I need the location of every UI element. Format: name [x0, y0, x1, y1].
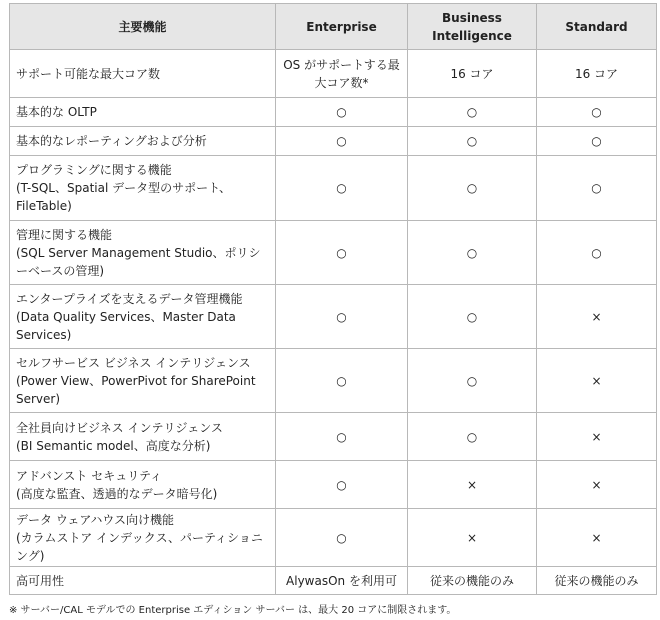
- header-enterprise: Enterprise: [276, 4, 408, 50]
- standard-cell: ○: [537, 127, 657, 156]
- feature-cell: [10, 349, 276, 413]
- feature-cell: [10, 285, 276, 349]
- feature-cell: [10, 98, 276, 127]
- table-header-row: [10, 4, 657, 50]
- feature-title: 全社員向けビジネス インテリジェンス: [16, 420, 223, 435]
- feature-detail: (Data Quality Services、Master Data Services): [16, 309, 236, 342]
- header-business-intelligence: Business Intelligence: [408, 4, 537, 50]
- feature-cell: [10, 156, 276, 221]
- bi-cell: ○: [408, 127, 537, 156]
- feature-title: エンタープライズを支えるデータ管理機能: [16, 291, 243, 306]
- feature-title: アドバンスト セキュリティ: [16, 468, 163, 483]
- bi-cell: ○: [408, 285, 537, 349]
- feature-title: 管理に関する機能: [16, 227, 113, 242]
- table-row: [10, 349, 657, 413]
- feature-cell: [10, 50, 276, 98]
- enterprise-cell: ○: [276, 509, 408, 567]
- standard-cell: ×: [537, 413, 657, 461]
- feature-title: 基本的な OLTP: [16, 105, 97, 119]
- bi-cell: ○: [408, 349, 537, 413]
- enterprise-cell: ○: [276, 127, 408, 156]
- feature-detail: (T-SQL、Spatial データ型のサポート、FileTable): [16, 181, 232, 213]
- enterprise-cell: ○: [276, 461, 408, 509]
- comparison-table-container: [9, 3, 656, 595]
- table-row: [10, 461, 657, 509]
- standard-cell: ○: [537, 98, 657, 127]
- feature-detail: (Power View、PowerPivot for SharePoint Server): [16, 373, 256, 406]
- footnote: ※ サーバー/CAL モデルでの Enterprise エディション サーバー は、最大 20 コアに制限されます。: [9, 605, 457, 616]
- feature-detail: (SQL Server Management Studio、ポリシーベースの管理): [16, 245, 261, 278]
- feature-cell: [10, 461, 276, 509]
- feature-cell: [10, 127, 276, 156]
- enterprise-cell: AlywasOn を利用可: [276, 567, 408, 595]
- enterprise-cell: ○: [276, 156, 408, 221]
- bi-cell: ○: [408, 156, 537, 221]
- feature-detail: (カラムストア インデックス、パーティショニング): [16, 530, 263, 563]
- feature-detail: (BI Semantic model、高度な分析): [16, 438, 211, 453]
- enterprise-cell: ○: [276, 221, 408, 285]
- feature-detail: (高度な監査、透過的なデータ暗号化): [16, 486, 218, 501]
- bi-cell: 従来の機能のみ: [408, 567, 537, 595]
- bi-cell: ×: [408, 509, 537, 567]
- standard-cell: 従来の機能のみ: [537, 567, 657, 595]
- table-row: [10, 509, 657, 567]
- edition-comparison-table: [9, 3, 657, 595]
- standard-cell: ○: [537, 156, 657, 221]
- feature-cell: [10, 509, 276, 567]
- enterprise-cell: OS がサポートする最大コア数*: [276, 50, 408, 98]
- feature-title: 高可用性: [16, 573, 65, 588]
- feature-cell: [10, 567, 276, 595]
- feature-cell: [10, 221, 276, 285]
- standard-cell: ×: [537, 285, 657, 349]
- bi-cell: 16 コア: [408, 50, 537, 98]
- standard-cell: ×: [537, 461, 657, 509]
- enterprise-cell: ○: [276, 285, 408, 349]
- standard-cell: ×: [537, 509, 657, 567]
- enterprise-cell: ○: [276, 349, 408, 413]
- header-feature: 主要機能: [10, 4, 276, 50]
- table-row: [10, 221, 657, 285]
- feature-title: データ ウェアハウス向け機能: [16, 512, 175, 527]
- enterprise-cell: ○: [276, 98, 408, 127]
- standard-cell: ○: [537, 221, 657, 285]
- standard-cell: 16 コア: [537, 50, 657, 98]
- table-row: [10, 156, 657, 221]
- standard-cell: ×: [537, 349, 657, 413]
- table-row: [10, 413, 657, 461]
- bi-cell: ○: [408, 413, 537, 461]
- table-row: [10, 127, 657, 156]
- table-row: [10, 285, 657, 349]
- feature-cell: [10, 413, 276, 461]
- feature-title: サポート可能な最大コア数: [16, 66, 161, 81]
- feature-title: 基本的なレポーティングおよび分析: [16, 134, 207, 148]
- enterprise-cell: ○: [276, 413, 408, 461]
- header-standard: Standard: [537, 4, 657, 50]
- feature-title: セルフサービス ビジネス インテリジェンス: [16, 355, 251, 370]
- bi-cell: ×: [408, 461, 537, 509]
- bi-cell: ○: [408, 221, 537, 285]
- feature-title: プログラミングに関する機能: [16, 163, 172, 177]
- bi-cell: ○: [408, 98, 537, 127]
- table-row: [10, 50, 657, 98]
- table-row: [10, 567, 657, 595]
- table-row: [10, 98, 657, 127]
